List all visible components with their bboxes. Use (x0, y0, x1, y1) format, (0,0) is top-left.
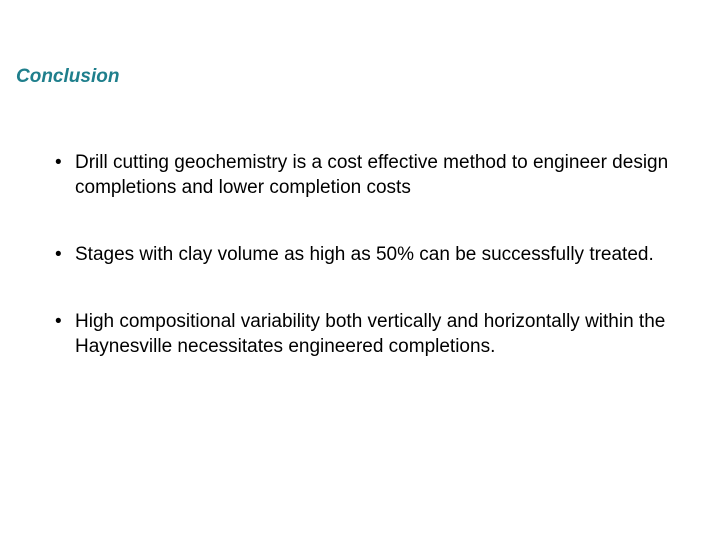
bullet-text-3: High compositional variability both vertically and horizontally within the Haynesville necessitates engineered completions. (75, 311, 666, 357)
bullet-item-1 (55, 150, 695, 200)
bullet-item-3 (55, 309, 695, 359)
slide-title: Conclusion (16, 66, 120, 87)
bullet-list (55, 150, 695, 401)
bullet-dot-icon: • (55, 152, 62, 173)
bullet-dot-icon: • (55, 311, 62, 332)
bullet-text-1: Drill cutting geochemistry is a cost effective method to engineer design completions and lower completion costs (75, 152, 669, 198)
bullet-dot-icon: • (55, 244, 62, 265)
bullet-text-2: Stages with clay volume as high as 50% can be successfully treated. (75, 244, 654, 265)
bullet-item-2 (55, 242, 695, 267)
